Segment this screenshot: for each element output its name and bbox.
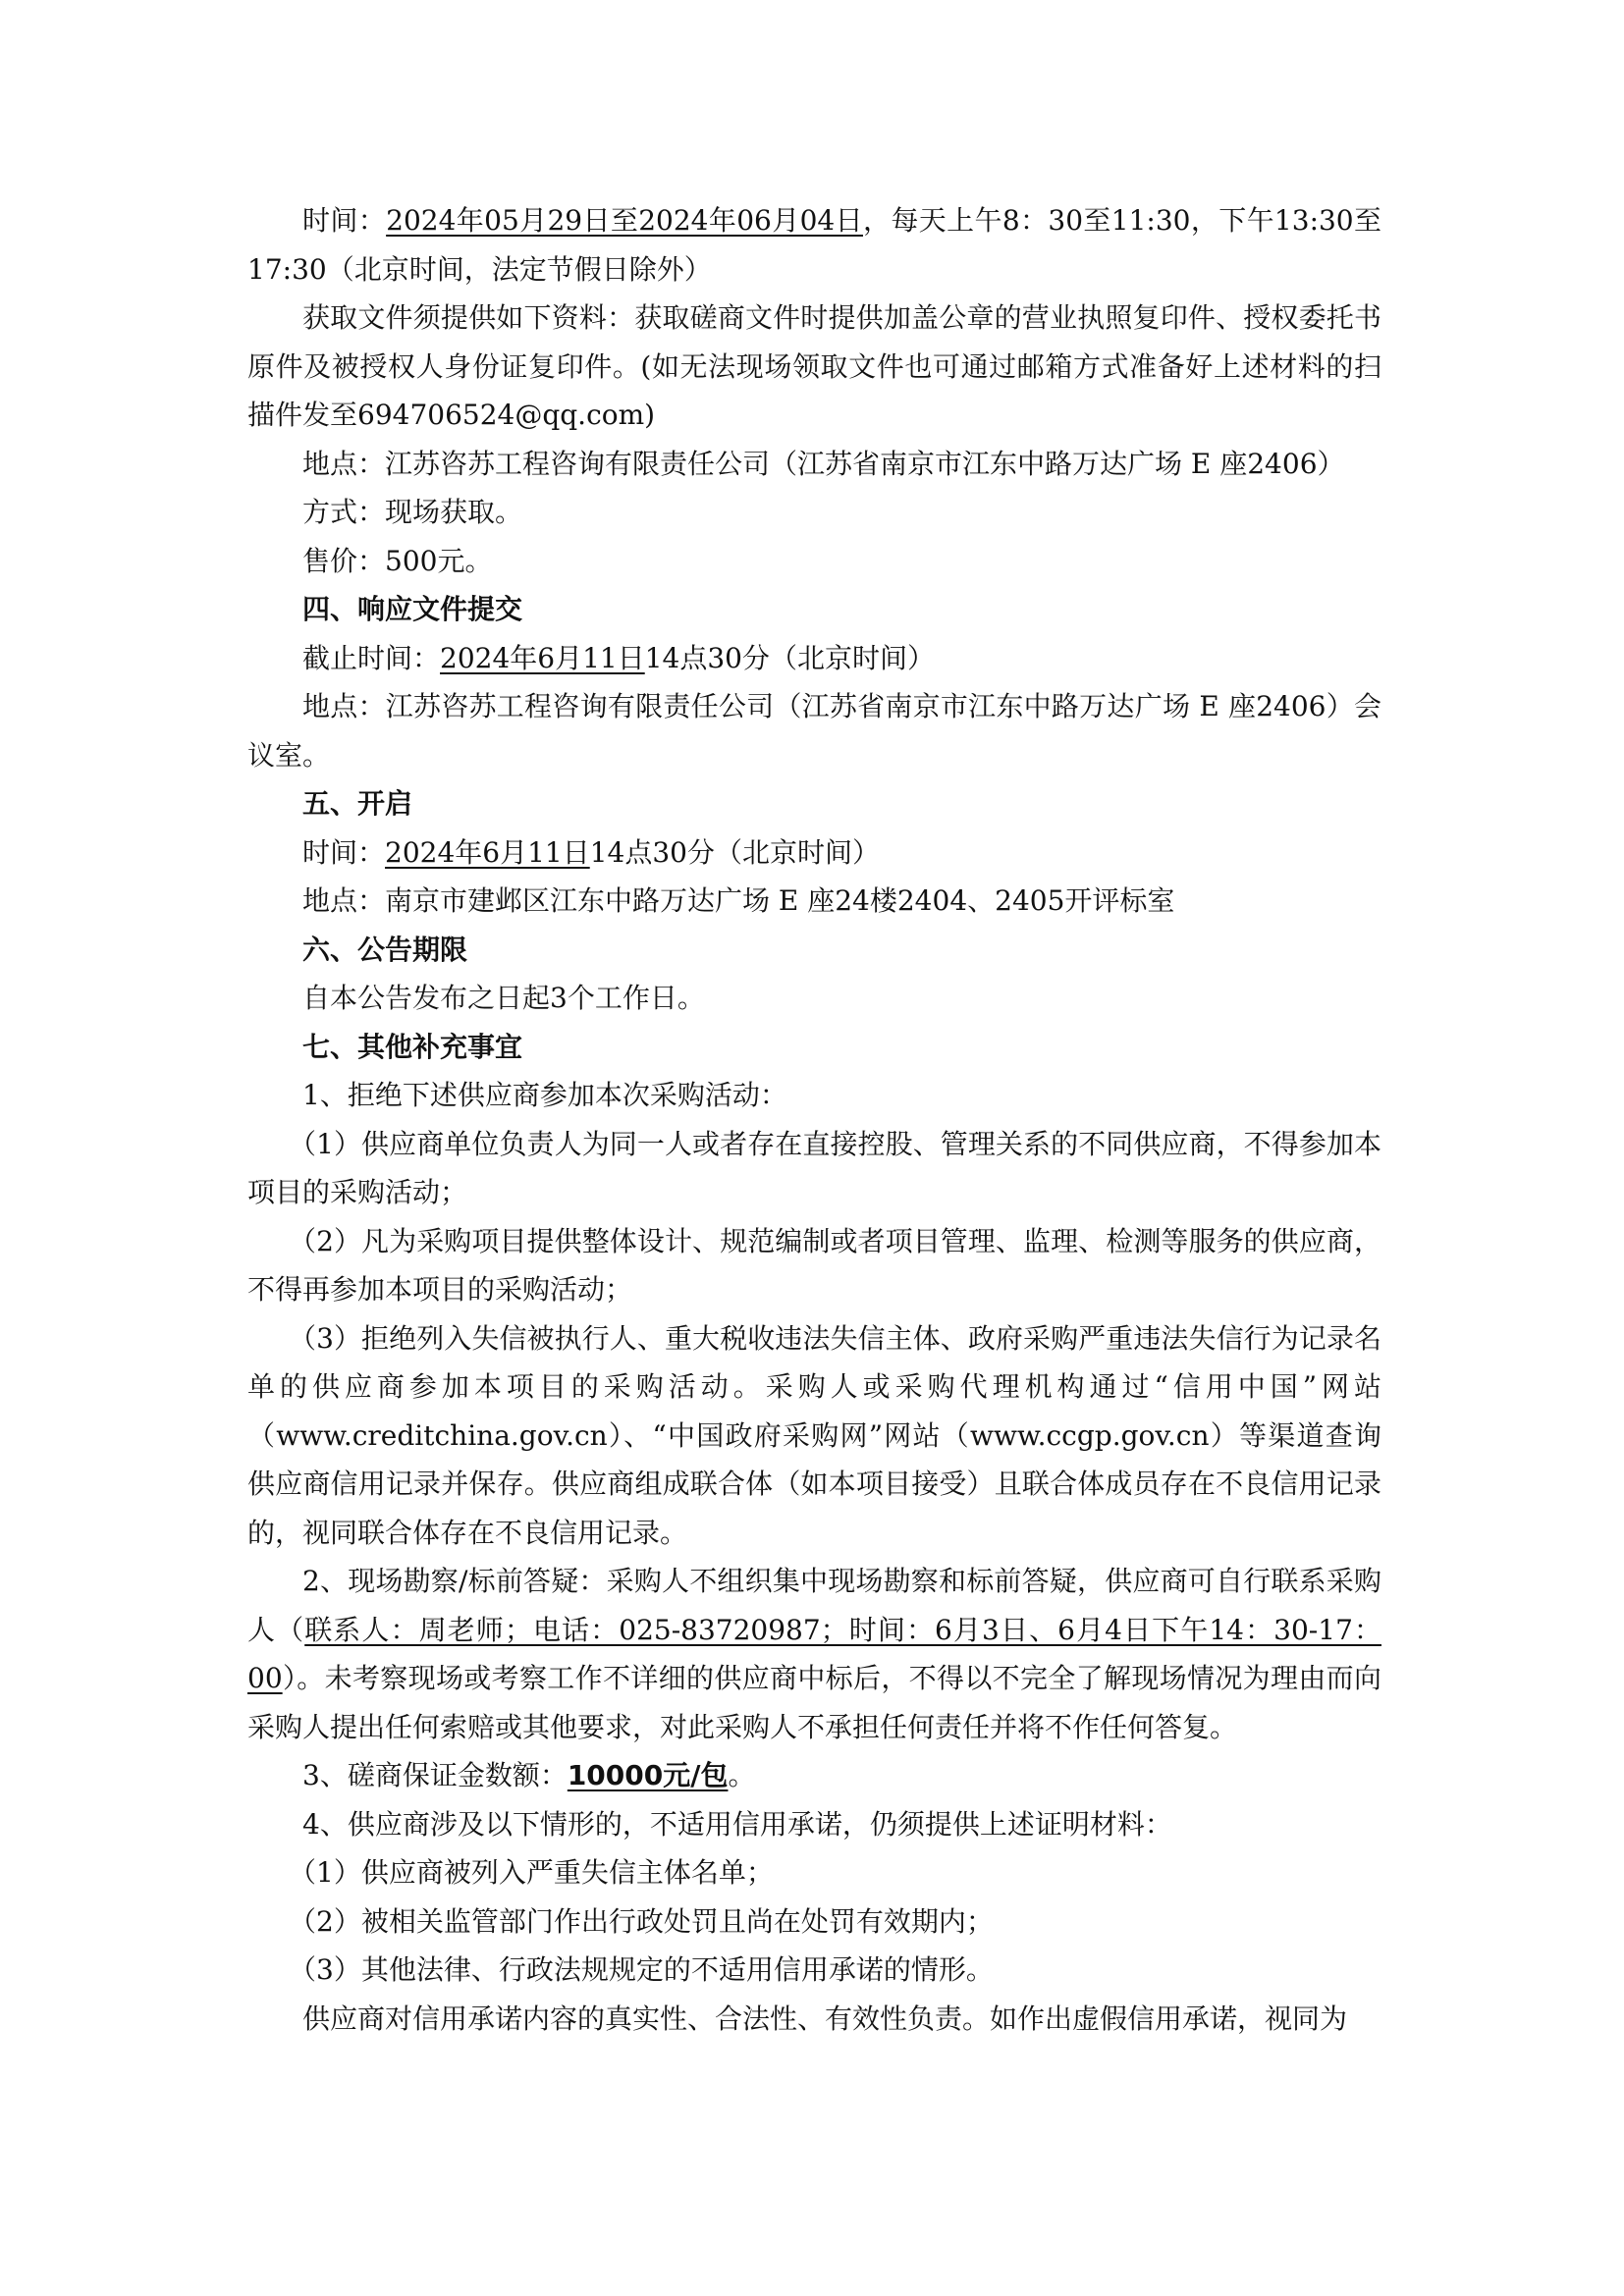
- obtain-materials-paragraph: 获取文件须提供如下资料：获取磋商文件时提供加盖公章的营业执照复印件、授权委托书原件及被授权人身份证复印件。(如无法现场领取文件也可通过邮箱方式准备好上述材料的扫描件发至694706524@qq.com): [247, 301, 1381, 431]
- item-2-intro: 2、现场勘察/标前答疑：采购人不组织集中现场勘察和标前答疑，供应商可自行联系采购人（: [247, 1565, 1381, 1646]
- obtain-time-rest: ，每天上午8：30至11:30，下午13:30至17:30（北京时间，法定节假日除外）: [247, 204, 1381, 286]
- item-3-paragraph: [247, 1751, 1381, 1800]
- section-4-heading: 四、响应文件提交: [302, 593, 523, 625]
- submission-deadline-paragraph: [247, 634, 1381, 683]
- section-6-heading: 六、公告期限: [302, 933, 468, 966]
- deadline-date: 2024年6月11日: [440, 641, 645, 674]
- closing-paragraph: 供应商对信用承诺内容的真实性、合法性、有效性负责。如作出虚假信用承诺，视同为: [302, 2002, 1348, 2035]
- obtain-time-range: 2024年05月29日至2024年06月04日: [386, 204, 863, 237]
- obtain-method-paragraph: 方式：现场获取。: [302, 496, 523, 528]
- obtain-price-paragraph: 售价：500元。: [302, 544, 493, 577]
- submission-location-paragraph: 地点：江苏咨苏工程咨询有限责任公司（江苏省南京市江东中路万达广场 E 座2406）会议室。: [247, 690, 1381, 772]
- item-3-end: 。: [728, 1759, 756, 1791]
- deadline-label: 截止时间：: [302, 641, 441, 674]
- obtain-time-label: 时间：: [302, 204, 387, 237]
- opening-time-date: 2024年6月11日: [385, 835, 590, 869]
- item-1-3-paragraph: （3）拒绝列入失信被执行人、重大税收违法失信主体、政府采购严重违法失信行为记录名单的供应商参加本项目的采购活动。采购人或采购代理机构通过“信用中国”网站（www.creditchina.gov.cn）、“中国政府采购网”网站（www.ccgp.gov.cn）等渠道查询供应商信用记录并保存。供应商组成联合体（如本项目接受）且联合体成员存在不良信用记录的，视同联合体存在不良信用记录。: [247, 1321, 1381, 1549]
- item-2-paragraph: [247, 1557, 1381, 1751]
- opening-location-paragraph: 地点：南京市建邺区江东中路万达广场 E 座24楼2404、2405开评标室: [302, 884, 1175, 917]
- opening-time-rest: 14点30分（北京时间）: [589, 835, 880, 869]
- section-7-heading: 七、其他补充事宜: [302, 1030, 523, 1063]
- opening-time-label: 时间：: [302, 835, 386, 869]
- item-1-paragraph: 1、拒绝下述供应商参加本次采购活动：: [302, 1079, 787, 1111]
- item-1-1-paragraph: （1）供应商单位负责人为同一人或者存在直接控股、管理关系的不同供应商，不得参加本项目的采购活动；: [247, 1127, 1381, 1208]
- document-page: [247, 196, 1381, 2043]
- deadline-rest: 14点30分（北京时间）: [644, 641, 935, 674]
- item-2-contact: 联系人：周老师；电话：025-83720987；时间：6月3日、6月4日下午14：30-17：00: [247, 1613, 1381, 1694]
- item-4-1-paragraph: （1）供应商被列入严重失信主体名单；: [289, 1856, 774, 1889]
- item-4-3-paragraph: （3）其他法律、行政法规规定的不适用信用承诺的情形。: [289, 1953, 994, 1986]
- obtain-location-paragraph: 地点：江苏咨苏工程咨询有限责任公司（江苏省南京市江东中路万达广场 E 座2406）: [302, 447, 1345, 480]
- item-4-paragraph: 4、供应商涉及以下情形的，不适用信用承诺，仍须提供上述证明材料：: [302, 1807, 1172, 1841]
- notice-period-paragraph: 自本公告发布之日起3个工作日。: [302, 982, 705, 1014]
- item-2-rest: ）。未考察现场或考察工作不详细的供应商中标后，不得以不完全了解现场情况为理由而向采购人提出任何索赔或其他要求，对此采购人不承担任何责任并将不作任何答复。: [247, 1662, 1381, 1743]
- deposit-amount: 10000元/包: [567, 1759, 729, 1791]
- item-3-label: 3、磋商保证金数额：: [302, 1759, 568, 1791]
- section-5-heading: 五、开启: [302, 787, 413, 820]
- item-1-2-paragraph: （2）凡为采购项目提供整体设计、规范编制或者项目管理、监理、检测等服务的供应商，不得再参加本项目的采购活动；: [247, 1224, 1381, 1306]
- opening-time-paragraph: [247, 828, 1381, 878]
- obtain-time-paragraph: [247, 196, 1381, 294]
- item-4-2-paragraph: （2）被相关监管部门作出行政处罚且尚在处罚有效期内；: [289, 1904, 994, 1938]
